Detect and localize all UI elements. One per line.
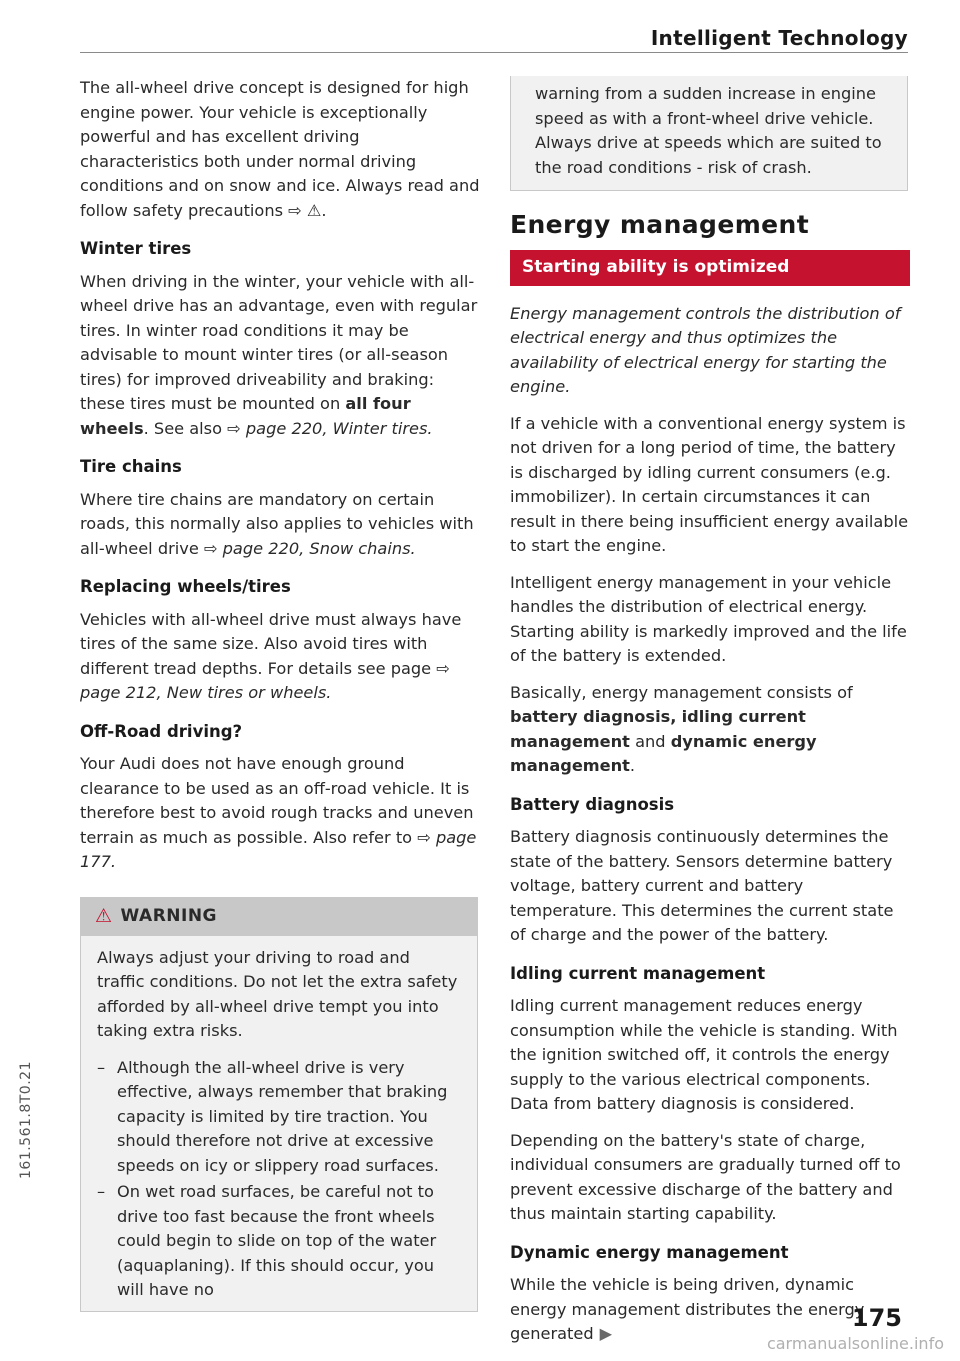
offroad-text: Your Audi does not have enough ground clearance to be used as an off-road vehicle. It is therefore best to avoid rough tracks and uneven terrain as much as possible. Also refer to <box>80 754 474 847</box>
awd-intro-paragraph: The all-wheel drive concept is designed for high engine power. Your vehicle is exceptionally powerful and has excellent driving characteristics both under normal driving conditions and on snow and ice. Always read and follow safety precautions ⇨ ⚠. <box>80 78 480 220</box>
winter-tires-heading: Winter tires <box>80 239 192 258</box>
watermark: carmanualsonline.info <box>766 1334 944 1353</box>
warning-continuation: warning from a sudden increase in engine speed as with a front-wheel drive vehicle. Always drive at speeds which are suited to the road conditions - risk of crash. <box>510 76 908 191</box>
offroad-paragraph <box>80 752 480 875</box>
replacing-text: Vehicles with all-wheel drive must always have tires of the same size. Also avoid tires with different tread depths. For details see page <box>80 609 462 678</box>
battery-diagnosis-paragraph: Battery diagnosis continuously determines the state of the battery. Sensors determine battery voltage, battery current and battery temperature. This determines the current state of charge and the power of the battery. <box>510 827 894 944</box>
energy-paragraph-1: If a vehicle with a conventional energy system is not driven for a long period of time, the battery is discharged by idling current consumers (e.g. immobilizer). In certain circumstances it can result in there being insufficient energy available to start the engine. <box>510 413 909 555</box>
replacing-wheels-paragraph <box>80 608 480 706</box>
warning-label: WARNING <box>120 906 218 927</box>
warning-list <box>97 1056 461 1303</box>
replacing-wheels-heading: Replacing wheels/tires <box>80 577 291 596</box>
energy-intro-paragraph: Energy management controls the distribution of electrical energy and thus optimizes the availability of electrical energy for starting the engine. <box>510 303 901 396</box>
winter-tires-ref[interactable]: ⇨ page 220, Winter tires. <box>227 418 433 438</box>
p3-end: . <box>629 756 636 775</box>
tire-chains-paragraph <box>80 488 480 562</box>
battery-diagnosis-heading: Battery diagnosis <box>510 794 675 814</box>
winter-text: When driving in the winter, your vehicle with all-wheel drive has an advantage, even with regular tires. In winter road conditions it may be advisable to mount winter tires (or all-season tires) for improved driveability and braking: these tires must be mounted on <box>80 271 478 413</box>
p3-bold-idling: idling current management <box>510 707 806 751</box>
energy-paragraph-3 <box>510 681 910 779</box>
tire-chains-heading: Tire chains <box>80 457 182 476</box>
snow-chains-ref[interactable]: ⇨ page 220, Snow chains. <box>203 538 416 558</box>
energy-paragraph-2: Intelligent energy management in your vehicle handles the distribution of electrical energy. Starting ability is markedly improved and the life of the battery is extended. <box>510 572 907 665</box>
warning-body <box>81 936 477 1311</box>
winter-text-end: . See also <box>143 418 223 438</box>
p3-bold-battery: battery diagnosis <box>510 707 671 726</box>
page-header-title: Intelligent Technology <box>650 26 908 50</box>
warning-box <box>80 897 478 1312</box>
p3-and: and <box>635 731 666 751</box>
left-column <box>80 76 480 1312</box>
page-number: 175 <box>851 1304 902 1332</box>
p3-separator: , <box>670 707 677 726</box>
p3-text: Basically, energy management consists of <box>510 682 853 702</box>
energy-management-heading: Energy management <box>510 210 810 239</box>
dynamic-text: While the vehicle is being driven, dynamic energy management distributes the energy generated <box>510 1275 865 1343</box>
winter-bold-text: all four wheels <box>80 394 411 438</box>
page-177-ref[interactable]: ⇨ page 177. <box>80 827 477 871</box>
warning-item: – On wet road surfaces, be careful not to drive too fast because the front wheels could begin to slide on top of the water (aquaplaning). If this should occur, you will have no <box>97 1180 461 1303</box>
new-tires-ref[interactable]: ⇨ page 212, New tires or wheels. <box>80 658 450 702</box>
p3-bold-dynamic: dynamic energy management <box>510 731 817 775</box>
document-code: 161.561.8T0.21 <box>18 1061 34 1179</box>
starting-ability-section-bar: Starting ability is optimized <box>510 250 910 286</box>
idling-current-heading: Idling current management <box>510 963 766 983</box>
winter-tires-paragraph <box>80 270 480 442</box>
warning-header <box>81 898 477 936</box>
continue-arrow-icon: ▶ <box>599 1324 613 1343</box>
right-column <box>510 78 910 1359</box>
chains-text: Where tire chains are mandatory on certain roads, this normally also applies to vehicles with all-wheel drive <box>80 489 474 558</box>
idling-current-paragraph-1: Idling current management reduces energy consumption while the vehicle is standing. With the ignition switched off, it controls the energy supply to the various electrical components. Data from battery diagnosis is considered. <box>510 996 898 1113</box>
offroad-heading: Off-Road driving? <box>80 721 243 741</box>
warning-item: – Although the all-wheel drive is very effective, always remember that braking capacity is limited by tire traction. You should therefore not drive at excessive speeds on icy or slippery road surfaces. <box>97 1056 461 1179</box>
header-divider <box>80 52 908 53</box>
idling-current-paragraph-2: Depending on the battery's state of charge, individual consumers are gradually turned off to prevent excessive discharge of the battery and thus maintain starting capability. <box>510 1130 901 1223</box>
warning-triangle-icon: ⚠ <box>95 905 113 928</box>
dynamic-energy-heading: Dynamic energy management <box>510 1242 789 1262</box>
warning-intro: Always adjust your driving to road and traffic conditions. Do not let the extra safety afforded by all-wheel drive tempt you into taking extra risks. <box>97 947 458 1040</box>
